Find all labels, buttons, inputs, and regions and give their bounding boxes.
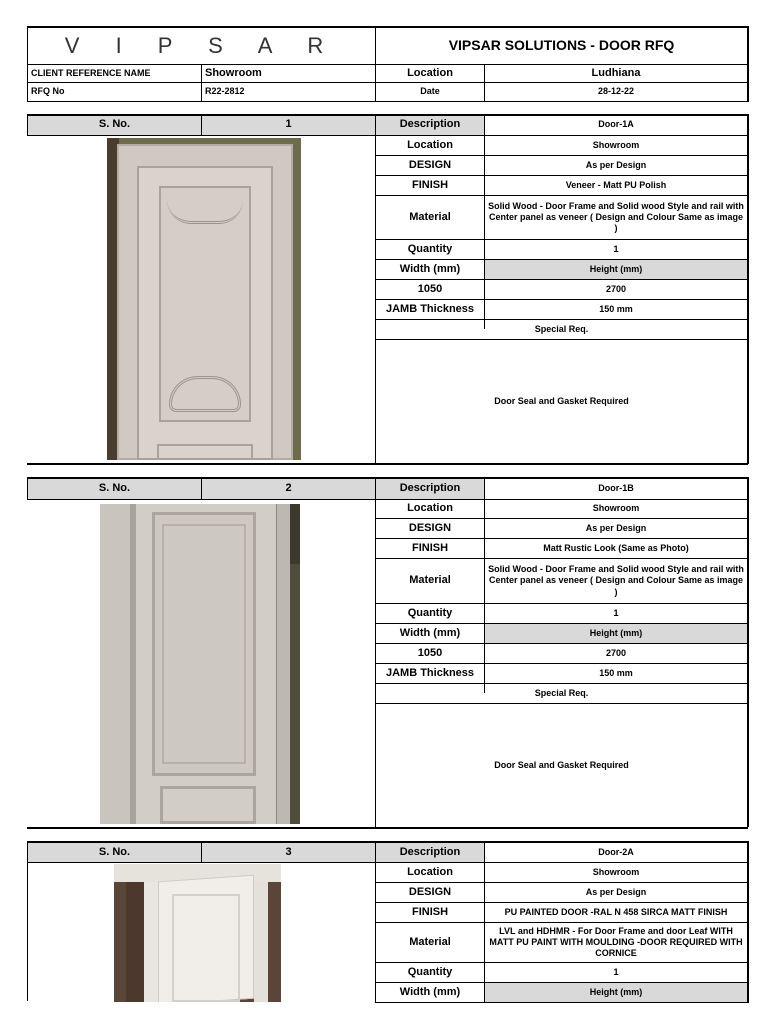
description-value: Door-1A [598, 119, 634, 130]
description-label: Description [399, 118, 461, 131]
height-value: 2700 [605, 283, 627, 294]
height-label: Height (mm) [589, 263, 643, 274]
location-label: Location [407, 865, 453, 878]
quantity-label: Quantity [407, 965, 453, 978]
quantity-label: Quantity [407, 606, 453, 619]
finish-value: Matt Rustic Look (Same as Photo) [543, 542, 689, 553]
sno-label: S. No. [98, 482, 131, 495]
design-value: As per Design [585, 159, 647, 170]
height-label: Height (mm) [589, 986, 643, 997]
sno-value: 2 [285, 482, 292, 495]
description-label: Description [399, 482, 461, 495]
special-req-note: Door Seal and Gasket Required [494, 395, 629, 406]
design-value: As per Design [585, 522, 647, 533]
jamb-thickness-value: 150 mm [599, 303, 633, 314]
finish-value: Veneer - Matt PU Polish [565, 179, 667, 190]
height-value: 2700 [605, 647, 627, 658]
material-label: Material [409, 935, 451, 948]
width-value: 1050 [417, 646, 443, 659]
sno-value: 3 [285, 845, 292, 858]
location-value: Showroom [592, 139, 640, 150]
finish-label: FINISH [411, 178, 449, 191]
description-value: Door-2A [598, 846, 634, 857]
date-value: 28-12-22 [597, 86, 635, 97]
design-label: DESIGN [408, 158, 452, 171]
door-photo-2 [100, 504, 300, 824]
quantity-label: Quantity [407, 242, 453, 255]
jamb-thickness-label: JAMB Thickness [385, 302, 475, 315]
vipsar-logo: V I P S A R [64, 33, 339, 59]
header-location-value: Ludhiana [591, 66, 641, 79]
material-value: LVL and HDHMR - For Door Frame and door Leaf WITH MATT PU PAINT WITH MOULDING -DOOR REQUIRED WITH CORNICE [489, 925, 743, 959]
quantity-value: 1 [613, 966, 619, 977]
client-reference-value: Showroom [205, 66, 262, 79]
design-value: As per Design [585, 886, 647, 897]
finish-value: PU PAINTED DOOR -RAL N 458 SIRCA MATT FINISH [504, 906, 728, 917]
sno-label: S. No. [98, 845, 131, 858]
width-label: Width (mm) [399, 626, 461, 639]
special-req-label: Special Req. [534, 323, 589, 334]
finish-label: FINISH [411, 905, 449, 918]
height-label: Height (mm) [589, 627, 643, 638]
special-req-label: Special Req. [534, 687, 589, 698]
material-value: Solid Wood - Door Frame and Solid wood Style and rail with Center panel as veneer ( Design and Colour Same as image ) [488, 564, 744, 597]
description-label: Description [399, 845, 461, 858]
date-label: Date [420, 86, 440, 97]
special-req-note: Door Seal and Gasket Required [494, 759, 629, 770]
jamb-thickness-value: 150 mm [599, 667, 633, 678]
location-value: Showroom [592, 866, 640, 877]
sno-label: S. No. [98, 118, 131, 131]
quantity-value: 1 [613, 607, 619, 618]
location-label: Location [407, 138, 453, 151]
door-photo-1 [107, 138, 301, 460]
material-value: Solid Wood - Door Frame and Solid wood Style and rail with Center panel as veneer ( Design and Colour Same as image ) [488, 200, 744, 234]
width-value: 1050 [417, 282, 443, 295]
rfq-no-label: RFQ No [31, 86, 65, 97]
material-label: Material [409, 210, 451, 223]
header-location-label: Location [407, 66, 453, 79]
client-reference-label: CLIENT REFERENCE NAME [31, 67, 151, 78]
width-label: Width (mm) [399, 262, 461, 275]
jamb-thickness-label: JAMB Thickness [385, 666, 475, 679]
width-label: Width (mm) [399, 985, 461, 998]
design-label: DESIGN [408, 521, 452, 534]
page-title: VIPSAR SOLUTIONS - DOOR RFQ [448, 37, 675, 54]
description-value: Door-1B [598, 483, 634, 494]
location-value: Showroom [592, 503, 640, 514]
sno-value: 1 [285, 118, 292, 131]
door-photo-3 [114, 864, 281, 1002]
material-label: Material [409, 574, 451, 587]
quantity-value: 1 [613, 243, 619, 254]
finish-label: FINISH [411, 541, 449, 554]
design-label: DESIGN [408, 885, 452, 898]
location-label: Location [407, 502, 453, 515]
rfq-no-value: R22-2812 [205, 86, 245, 97]
